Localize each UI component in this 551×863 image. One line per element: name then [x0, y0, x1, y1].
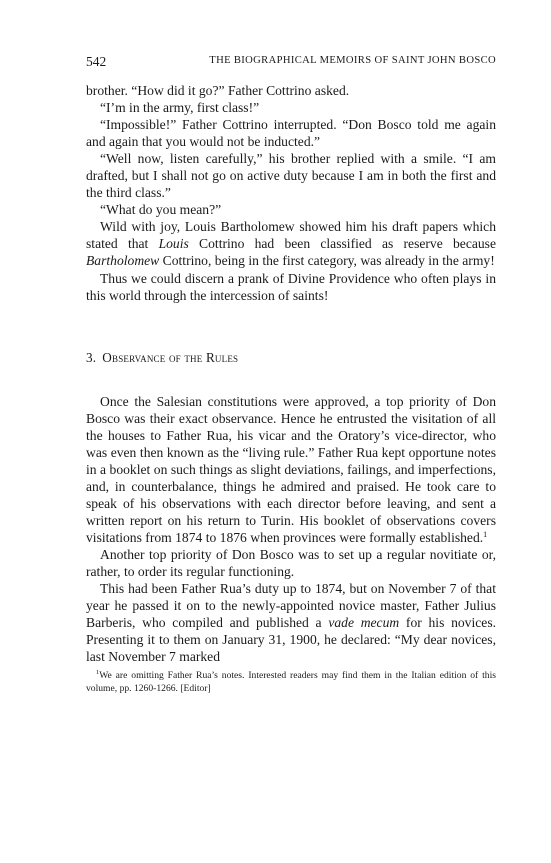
paragraph: Another top priority of Don Bosco was to set up a regular novitiate or, rather, to order its regular functioning.	[86, 547, 496, 580]
paragraph-rua: This had been Father Rua’s duty up to 1874, but on November 7 of that year he passed it on to the newly-appointed novice master, Father Julius Barberis, who compiled and published a vade mecum for his novices. Presenting it to them on January 31, 1900, he declared: “My dear novices, last November 7 marked	[86, 581, 497, 665]
page-header	[86, 54, 496, 74]
footnote-text: We are omitting Father Rua’s notes. Interested readers may find them in the Italian edition of this volume, pp. 1260-1266. [Editor]	[86, 670, 496, 694]
emphasis: Bartholomew	[86, 253, 160, 269]
body-text	[86, 82, 496, 696]
paragraph-rules: Once the Salesian constitutions were approved, a top priority of Don Bosco was their exact observance. Hence he entrusted the visitation of all the houses to Father Rua, his vicar and the Oratory’s vice-director, who was even then known as the “living rule.” Father Rua kept opportune notes in a booklet on such things as slight deviations, failings, and imperfections, and, in counterbalance, things he admired and praised. He took care to speak of his observations with each director before leaving, and sent a written report on his return to Turin. His booklet of observations covers visitations from 1874 to 1876 when provinces were formally established.$^1$	[86, 393, 496, 546]
emphasis: Louis	[158, 236, 189, 252]
page-number: 542	[86, 54, 107, 69]
paragraph-draft-papers: Wild with joy, Louis Bartholomew showed him his draft papers which stated that Louis Cottrino had been classified as reserve because Bartholomew Cottrino, being in the first category, was already in the army!	[86, 219, 497, 269]
footnote-reference[interactable]: 1	[483, 530, 488, 540]
paragraph: “What do you mean?”	[100, 202, 222, 218]
running-title: THE BIOGRAPHICAL MEMOIRS OF SAINT JOHN BOSCO	[209, 55, 496, 66]
book-page	[86, 54, 496, 696]
paragraph: “I’m in the army, first class!”	[100, 100, 260, 116]
paragraph: Thus we could discern a prank of Divine Providence who often plays in this world through the intercession of saints!	[86, 270, 496, 303]
footnote-mark: 1	[96, 669, 100, 677]
section-heading	[86, 349, 496, 366]
paragraph: “Well now, listen carefully,” his brother replied with a smile. “I am drafted, but I shall not go on active duty because I am in both the first and the third class.”	[86, 151, 496, 201]
emphasis: vade mecum	[328, 615, 400, 631]
paragraph: brother. “How did it go?” Father Cottrino asked.	[86, 83, 350, 98]
footnote	[86, 670, 496, 695]
section-title: Observance of the Rules	[102, 349, 239, 365]
section-number: 3.	[86, 349, 97, 365]
paragraph: “Impossible!” Father Cottrino interrupted. “Don Bosco told me again and again that you would not be inducted.”	[86, 117, 496, 150]
